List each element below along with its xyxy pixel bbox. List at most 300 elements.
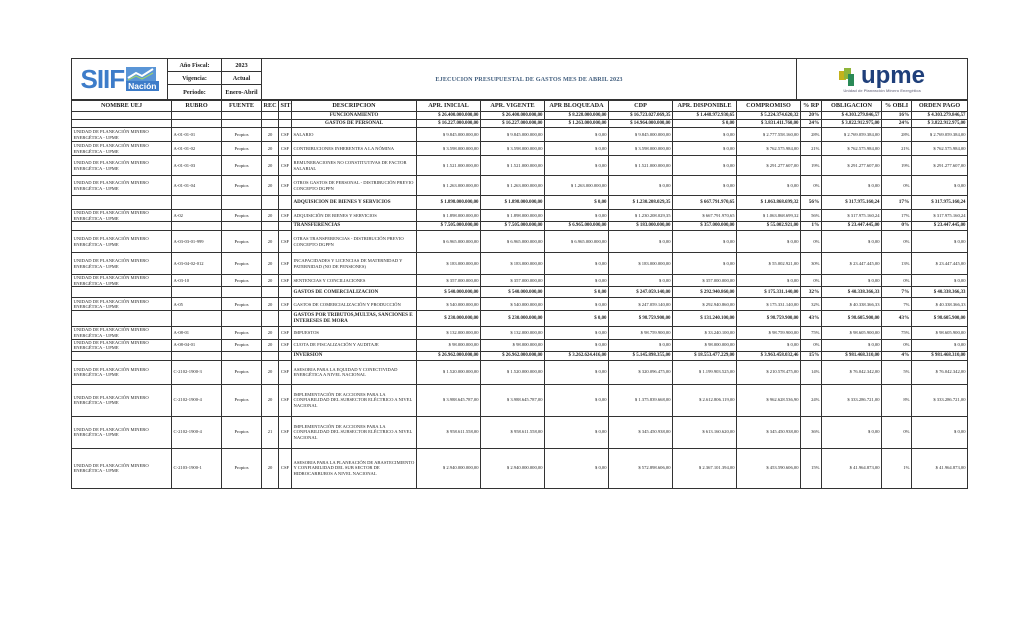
col-apr-bloqueada-header: APR BLOQUEADA xyxy=(545,101,609,112)
compromiso-cell: $ 0,00 xyxy=(737,339,801,351)
budget-table xyxy=(71,100,968,489)
pct-rp-cell: 0% xyxy=(801,339,822,351)
sit-cell xyxy=(279,311,292,327)
rubro-cell: A-03-03-01-999 xyxy=(172,231,222,253)
apr-disponible-cell: $ 0,00 xyxy=(673,128,737,142)
sit-cell xyxy=(279,287,292,298)
rec-cell: 20 xyxy=(262,210,279,222)
rec-cell: 20 xyxy=(262,275,279,287)
apr-inicial-cell: $ 16.227.000.000,00 xyxy=(417,120,481,128)
col-rubro-header: RUBRO xyxy=(172,101,222,112)
apr-disponible-cell: $ 292.940.860,00 xyxy=(673,287,737,298)
uej-cell: UNIDAD DE PLANEACIÓN MINERO ENERGÉTICA - UPME xyxy=(72,253,172,275)
table-row xyxy=(72,360,968,384)
fuente-cell: Propios xyxy=(222,176,262,196)
descripcion-cell: IMPLEMENTACIÓN DE ACCIONES PARA LA CONFIABILIDAD DEL SUBSECTOR ELÉCTRICO A NIVEL NACIONAL xyxy=(292,416,417,448)
pct-obli-cell: 1% xyxy=(882,448,912,488)
rec-cell xyxy=(262,196,279,210)
rec-cell xyxy=(262,351,279,360)
pct-obli-cell: 28% xyxy=(882,128,912,142)
pct-rp-cell: 21% xyxy=(801,142,822,156)
apr-disponible-cell: $ 33.240.100,00 xyxy=(673,327,737,339)
apr-vigente-cell: $ 2.940.000.000,00 xyxy=(481,448,545,488)
rubro-cell: A-08-01 xyxy=(172,327,222,339)
subtotal-row xyxy=(72,112,968,120)
apr-inicial-cell: $ 357.000.000,00 xyxy=(417,275,481,287)
apr-vigente-cell: $ 1.521.000.000,00 xyxy=(481,156,545,176)
obligacion-cell: $ 317.975.160,24 xyxy=(822,196,882,210)
fuente-cell: Propios xyxy=(222,275,262,287)
uej-cell xyxy=(72,351,172,360)
pct-obli-cell: 0% xyxy=(882,176,912,196)
pct-obli-cell: 13% xyxy=(882,253,912,275)
rec-cell xyxy=(262,287,279,298)
compromiso-cell: $ 0,00 xyxy=(737,231,801,253)
rubro-cell: C-2102-1900-4 xyxy=(172,384,222,416)
compromiso-cell: $ 210.578.475,00 xyxy=(737,360,801,384)
descripcion-cell: GASTOS POR TRIBUTOS,MULTAS, SANCIONES E INTERESES DE MORA xyxy=(292,311,417,327)
col-obligacion-header: OBLIGACION xyxy=(822,101,882,112)
pct-obli-cell: 16% xyxy=(882,112,912,120)
pct-obli-cell: 5% xyxy=(882,360,912,384)
apr-bloqueada-cell: $ 0,00 xyxy=(545,384,609,416)
rubro-cell: A-05 xyxy=(172,298,222,311)
apr-disponible-cell: $ 667.791.970,65 xyxy=(673,210,737,222)
uej-cell: UNIDAD DE PLANEACIÓN MINERO ENERGÉTICA - UPME xyxy=(72,448,172,488)
obligacion-cell: $ 2.769.059.384,00 xyxy=(822,128,882,142)
apr-vigente-cell: $ 540.000.000,00 xyxy=(481,298,545,311)
apr-inicial-cell: $ 1.520.000.000,00 xyxy=(417,360,481,384)
pct-obli-cell: 43% xyxy=(882,311,912,327)
obligacion-cell: $ 317.975.160,24 xyxy=(822,210,882,222)
cdp-cell: $ 0,00 xyxy=(609,231,673,253)
apr-bloqueada-cell: $ 8.228.000.000,00 xyxy=(545,112,609,120)
apr-inicial-cell: $ 183.000.000,00 xyxy=(417,253,481,275)
cdp-cell: $ 572.898.606,00 xyxy=(609,448,673,488)
orden-pago-cell: $ 98.605.900,00 xyxy=(912,327,968,339)
obligacion-cell: $ 40.338.366,33 xyxy=(822,298,882,311)
apr-vigente-cell: $ 26.400.000.000,00 xyxy=(481,112,545,120)
uej-cell xyxy=(72,311,172,327)
col-apr-inicial-header: APR. INICIAL xyxy=(417,101,481,112)
obligacion-cell: $ 981.468.310,00 xyxy=(822,351,882,360)
obligacion-cell: $ 0,00 xyxy=(822,416,882,448)
fuente-cell xyxy=(222,351,262,360)
sit-cell xyxy=(279,222,292,231)
compromiso-cell: $ 0,00 xyxy=(737,275,801,287)
col-sit-header: SIT xyxy=(279,101,292,112)
cdp-cell: $ 0,00 xyxy=(609,275,673,287)
table-row xyxy=(72,298,968,311)
orden-pago-cell: $ 98.605.900,00 xyxy=(912,311,968,327)
apr-bloqueada-cell: $ 0,00 xyxy=(545,360,609,384)
fuente-cell: Propios xyxy=(222,360,262,384)
rec-cell: 20 xyxy=(262,384,279,416)
siif-logo xyxy=(72,59,168,100)
vigencia-value: Actual xyxy=(222,72,262,85)
descripcion-cell: OTROS GASTOS DE PERSONAL - DISTRIBUCIÓN PREVIO CONCEPTO DGPPN xyxy=(292,176,417,196)
table-body xyxy=(72,112,968,489)
apr-disponible-cell: $ 292.940.860,00 xyxy=(673,298,737,311)
table-row xyxy=(72,176,968,196)
apr-disponible-cell: $ 357.000.000,00 xyxy=(673,275,737,287)
uej-cell: UNIDAD DE PLANEACIÓN MINERO ENERGÉTICA - UPME xyxy=(72,384,172,416)
cdp-cell: $ 16.723.027.069,35 xyxy=(609,112,673,120)
col-cdp-header: CDP xyxy=(609,101,673,112)
sit-cell xyxy=(279,351,292,360)
uej-cell xyxy=(72,112,172,120)
subtotal-row xyxy=(72,120,968,128)
orden-pago-cell: $ 317.975.160,24 xyxy=(912,210,968,222)
subtotal-row xyxy=(72,287,968,298)
sit-cell: CSF xyxy=(279,298,292,311)
apr-inicial-cell: $ 540.000.000,00 xyxy=(417,287,481,298)
apr-bloqueada-cell: $ 0,00 xyxy=(545,275,609,287)
obligacion-cell: $ 98.605.900,00 xyxy=(822,311,882,327)
upme-logo-text: upme xyxy=(860,62,925,90)
apr-bloqueada-cell: $ 0,00 xyxy=(545,298,609,311)
fuente-cell: Propios xyxy=(222,253,262,275)
descripcion-cell: ADQUISICIÓN DE BIENES Y SERVICIOS xyxy=(292,210,417,222)
descripcion-cell: SENTENCIAS Y CONCILIACIONES xyxy=(292,275,417,287)
apr-inicial-cell: $ 1.263.000.000,00 xyxy=(417,176,481,196)
rubro-cell: A-03-10 xyxy=(172,275,222,287)
col-pct-rp-header: % RP xyxy=(801,101,822,112)
apr-disponible-cell: $ 0,00 xyxy=(673,231,737,253)
cdp-cell: $ 0,00 xyxy=(609,339,673,351)
table-row xyxy=(72,339,968,351)
fuente-cell: Propios xyxy=(222,210,262,222)
orden-pago-cell: $ 762.575.984,00 xyxy=(912,142,968,156)
periodo-value: Enero-Abril xyxy=(222,85,262,100)
orden-pago-cell: $ 0,00 xyxy=(912,275,968,287)
vigencia-label: Vigencia: xyxy=(168,72,222,85)
cdp-cell: $ 9.845.000.000,00 xyxy=(609,128,673,142)
descripcion-cell: GASTOS DE COMERCIALIZACIÓN Y PRODUCCIÓN xyxy=(292,298,417,311)
pct-obli-cell: 8% xyxy=(882,384,912,416)
compromiso-cell: $ 2.777.558.160,00 xyxy=(737,128,801,142)
sit-cell: CSF xyxy=(279,384,292,416)
uej-cell: UNIDAD DE PLANEACIÓN MINERO ENERGÉTICA - UPME xyxy=(72,156,172,176)
apr-bloqueada-cell: $ 0,00 xyxy=(545,287,609,298)
upme-mark-icon xyxy=(839,66,857,86)
apr-disponible-cell: $ 0,00 xyxy=(673,156,737,176)
fiscal-year-label: Año Fiscal: xyxy=(168,59,222,72)
report-header xyxy=(71,58,968,100)
rec-cell xyxy=(262,112,279,120)
pct-rp-cell: 30% xyxy=(801,253,822,275)
compromiso-cell: $ 291.277.607,00 xyxy=(737,156,801,176)
apr-bloqueada-cell: $ 6.965.000.000,00 xyxy=(545,222,609,231)
pct-obli-cell: 17% xyxy=(882,196,912,210)
fuente-cell xyxy=(222,112,262,120)
uej-cell: UNIDAD DE PLANEACIÓN MINERO ENERGÉTICA - UPME xyxy=(72,298,172,311)
obligacion-cell: $ 23.447.445,00 xyxy=(822,222,882,231)
pct-obli-cell: 75% xyxy=(882,327,912,339)
rubro-cell xyxy=(172,120,222,128)
apr-disponible-cell: $ 357.000.000,00 xyxy=(673,222,737,231)
orden-pago-cell: $ 23.447.445,00 xyxy=(912,253,968,275)
col-orden-pago-header: ORDEN PAGO xyxy=(912,101,968,112)
obligacion-cell: $ 0,00 xyxy=(822,176,882,196)
fuente-cell: Propios xyxy=(222,416,262,448)
apr-vigente-cell: $ 230.000.000,00 xyxy=(481,311,545,327)
col-compromiso-header: COMPROMISO xyxy=(737,101,801,112)
apr-vigente-cell: $ 3.598.000.000,00 xyxy=(481,142,545,156)
obligacion-cell: $ 333.286.721,00 xyxy=(822,384,882,416)
obligacion-cell: $ 762.575.984,00 xyxy=(822,142,882,156)
orden-pago-cell: $ 317.975.160,24 xyxy=(912,196,968,210)
compromiso-cell: $ 175.331.140,00 xyxy=(737,298,801,311)
pct-rp-cell: 14% xyxy=(801,360,822,384)
rec-cell: 20 xyxy=(262,128,279,142)
apr-disponible-cell: $ 0,00 xyxy=(673,120,737,128)
apr-disponible-cell: $ 1.199.903.525,00 xyxy=(673,360,737,384)
apr-inicial-cell: $ 1.898.000.000,00 xyxy=(417,210,481,222)
subtotal-row xyxy=(72,351,968,360)
orden-pago-cell: $ 0,00 xyxy=(912,339,968,351)
obligacion-cell: $ 23.447.445,00 xyxy=(822,253,882,275)
sit-cell: CSF xyxy=(279,156,292,176)
apr-vigente-cell: $ 7.505.000.000,00 xyxy=(481,222,545,231)
apr-bloqueada-cell: $ 0,00 xyxy=(545,210,609,222)
apr-vigente-cell: $ 357.000.000,00 xyxy=(481,275,545,287)
descripcion-cell: CUOTA DE FISCALIZACIÓN Y AUDITAJE xyxy=(292,339,417,351)
apr-bloqueada-cell: $ 0,00 xyxy=(545,416,609,448)
descripcion-cell: FUNCIONAMIENTO xyxy=(292,112,417,120)
orden-pago-cell: $ 2.769.059.384,00 xyxy=(912,128,968,142)
table-row xyxy=(72,448,968,488)
apr-bloqueada-cell: $ 0,00 xyxy=(545,128,609,142)
descripcion-cell: REMUNERACIONES NO CONSTITUTIVAS DE FACTOR SALARIAL xyxy=(292,156,417,176)
apr-vigente-cell: $ 98.000.000,00 xyxy=(481,339,545,351)
sit-cell: CSF xyxy=(279,128,292,142)
apr-disponible-cell: $ 0,00 xyxy=(673,253,737,275)
apr-inicial-cell: $ 26.400.000.000,00 xyxy=(417,112,481,120)
compromiso-cell: $ 3.831.411.760,00 xyxy=(737,120,801,128)
rubro-cell: A-01-01-03 xyxy=(172,156,222,176)
apr-disponible-cell: $ 98.000.000,00 xyxy=(673,339,737,351)
pct-rp-cell: 15% xyxy=(801,351,822,360)
compromiso-cell: $ 175.331.140,00 xyxy=(737,287,801,298)
report-title: EJECUCION PRESUPUESTAL DE GASTOS MES DE ABRIL 2023 xyxy=(262,59,797,100)
sit-cell xyxy=(279,120,292,128)
col-rec-header: REC xyxy=(262,101,279,112)
sit-cell: CSF xyxy=(279,339,292,351)
rec-cell xyxy=(262,120,279,128)
apr-vigente-cell: $ 26.962.000.000,00 xyxy=(481,351,545,360)
rubro-cell: C-2102-1900-3 xyxy=(172,360,222,384)
fuente-cell xyxy=(222,222,262,231)
orden-pago-cell: $ 0,00 xyxy=(912,231,968,253)
apr-vigente-cell: $ 132.000.000,00 xyxy=(481,327,545,339)
table-row xyxy=(72,416,968,448)
pct-obli-cell: 19% xyxy=(882,156,912,176)
apr-vigente-cell: $ 958.611.558,00 xyxy=(481,416,545,448)
rubro-cell: A-02 xyxy=(172,210,222,222)
subtotal-row xyxy=(72,196,968,210)
apr-disponible-cell: $ 0,00 xyxy=(673,142,737,156)
chart-trend-icon xyxy=(126,67,156,81)
rubro-cell xyxy=(172,287,222,298)
descripcion-cell: INCAPACIDADES Y LICENCIAS DE MATERNIDAD Y PATERNIDAD (NO DE PENSIONES) xyxy=(292,253,417,275)
obligacion-cell: $ 0,00 xyxy=(822,339,882,351)
pct-obli-cell: 0% xyxy=(882,416,912,448)
apr-inicial-cell: $ 3.988.645.787,00 xyxy=(417,384,481,416)
apr-inicial-cell: $ 6.965.000.000,00 xyxy=(417,231,481,253)
obligacion-cell: $ 76.042.342,00 xyxy=(822,360,882,384)
pct-obli-cell: 0% xyxy=(882,222,912,231)
rubro-cell: A-01-01-02 xyxy=(172,142,222,156)
upme-logo xyxy=(797,59,968,100)
compromiso-cell: $ 1.063.868.699,32 xyxy=(737,210,801,222)
apr-bloqueada-cell: $ 0,00 xyxy=(545,327,609,339)
apr-inicial-cell: $ 1.898.000.000,00 xyxy=(417,196,481,210)
apr-inicial-cell: $ 9.845.000.000,00 xyxy=(417,128,481,142)
obligacion-cell: $ 41.964.873,00 xyxy=(822,448,882,488)
col-pct-obli-header: % OBLI xyxy=(882,101,912,112)
apr-vigente-cell: $ 1.263.000.000,00 xyxy=(481,176,545,196)
sit-cell: CSF xyxy=(279,142,292,156)
sit-cell: CSF xyxy=(279,448,292,488)
orden-pago-cell: $ 41.964.873,00 xyxy=(912,448,968,488)
uej-cell: UNIDAD DE PLANEACIÓN MINERO ENERGÉTICA - UPME xyxy=(72,176,172,196)
pct-rp-cell: 24% xyxy=(801,120,822,128)
sit-cell: CSF xyxy=(279,253,292,275)
cdp-cell: $ 0,00 xyxy=(609,176,673,196)
rubro-cell xyxy=(172,222,222,231)
cdp-cell: $ 1.230.208.029,35 xyxy=(609,196,673,210)
pct-obli-cell: 4% xyxy=(882,351,912,360)
rec-cell xyxy=(262,311,279,327)
apr-inicial-cell: $ 2.940.000.000,00 xyxy=(417,448,481,488)
apr-inicial-cell: $ 3.598.000.000,00 xyxy=(417,142,481,156)
compromiso-cell: $ 962.628.536,90 xyxy=(737,384,801,416)
cdp-cell: $ 247.059.140,00 xyxy=(609,287,673,298)
uej-cell: UNIDAD DE PLANEACIÓN MINERO ENERGÉTICA - UPME xyxy=(72,275,172,287)
obligacion-cell: $ 3.822.912.975,00 xyxy=(822,120,882,128)
table-row xyxy=(72,142,968,156)
rubro-cell: A-01-01-04 xyxy=(172,176,222,196)
obligacion-cell: $ 291.277.607,00 xyxy=(822,156,882,176)
rec-cell: 20 xyxy=(262,360,279,384)
descripcion-cell: GASTOS DE PERSONAL xyxy=(292,120,417,128)
apr-inicial-cell: $ 98.000.000,00 xyxy=(417,339,481,351)
uej-cell xyxy=(72,287,172,298)
budget-report xyxy=(71,58,967,489)
orden-pago-cell: $ 40.338.366,33 xyxy=(912,298,968,311)
sit-cell: CSF xyxy=(279,327,292,339)
table-row xyxy=(72,275,968,287)
fuente-cell: Propios xyxy=(222,384,262,416)
rubro-cell xyxy=(172,196,222,210)
apr-bloqueada-cell: $ 0,00 xyxy=(545,311,609,327)
cdp-cell: $ 1.521.000.000,00 xyxy=(609,156,673,176)
uej-cell xyxy=(72,120,172,128)
uej-cell: UNIDAD DE PLANEACIÓN MINERO ENERGÉTICA - UPME xyxy=(72,327,172,339)
cdp-cell: $ 247.059.140,00 xyxy=(609,298,673,311)
apr-bloqueada-cell: $ 0,00 xyxy=(545,253,609,275)
upme-logo-subtext: Unidad de Planeación Minero Energética xyxy=(843,87,921,93)
sit-cell: CSF xyxy=(279,275,292,287)
descripcion-cell: IMPLEMENTACIÓN DE ACCIONES PARA LA CONFIABILIDAD DEL SUBSECTOR ELÉCTRICO A NIVEL NACIONAL xyxy=(292,384,417,416)
orden-pago-cell: $ 981.468.310,00 xyxy=(912,351,968,360)
fuente-cell: Propios xyxy=(222,156,262,176)
subtotal-row xyxy=(72,222,968,231)
pct-obli-cell: 7% xyxy=(882,287,912,298)
cdp-cell: $ 183.000.000,00 xyxy=(609,253,673,275)
compromiso-cell: $ 3.963.458.032,46 xyxy=(737,351,801,360)
uej-cell: UNIDAD DE PLANEACIÓN MINERO ENERGÉTICA - UPME xyxy=(72,231,172,253)
sit-cell: CSF xyxy=(279,231,292,253)
cdp-cell: $ 183.000.000,00 xyxy=(609,222,673,231)
compromiso-cell: $ 0,00 xyxy=(737,176,801,196)
fuente-cell: Propios xyxy=(222,128,262,142)
rec-cell xyxy=(262,222,279,231)
compromiso-cell: $ 98.759.900,00 xyxy=(737,311,801,327)
apr-vigente-cell: $ 540.000.000,00 xyxy=(481,287,545,298)
pct-rp-cell: 32% xyxy=(801,287,822,298)
rubro-cell: A-03-04-02-012 xyxy=(172,253,222,275)
pct-rp-cell: 0% xyxy=(801,231,822,253)
uej-cell: UNIDAD DE PLANEACIÓN MINERO ENERGÉTICA - UPME xyxy=(72,128,172,142)
descripcion-cell: ADQUISICION DE BIENES Y SERVICIOS xyxy=(292,196,417,210)
fuente-cell: Propios xyxy=(222,448,262,488)
cdp-cell: $ 3.598.000.000,00 xyxy=(609,142,673,156)
obligacion-cell: $ 0,00 xyxy=(822,275,882,287)
pct-obli-cell: 7% xyxy=(882,298,912,311)
fuente-cell: Propios xyxy=(222,327,262,339)
cdp-cell: $ 5.145.898.355,00 xyxy=(609,351,673,360)
apr-vigente-cell: $ 183.000.000,00 xyxy=(481,253,545,275)
apr-vigente-cell: $ 3.988.645.787,00 xyxy=(481,384,545,416)
fuente-cell xyxy=(222,120,262,128)
cdp-cell: $ 345.450.938,00 xyxy=(609,416,673,448)
table-row xyxy=(72,156,968,176)
rec-cell: 20 xyxy=(262,298,279,311)
rec-cell: 20 xyxy=(262,176,279,196)
pct-rp-cell: 56% xyxy=(801,210,822,222)
descripcion-cell: GASTOS DE COMERCIALIZACION xyxy=(292,287,417,298)
orden-pago-cell: $ 23.447.445,00 xyxy=(912,222,968,231)
pct-rp-cell: 32% xyxy=(801,298,822,311)
apr-bloqueada-cell: $ 0,00 xyxy=(545,142,609,156)
apr-vigente-cell: $ 6.965.000.000,00 xyxy=(481,231,545,253)
pct-rp-cell: 24% xyxy=(801,384,822,416)
rubro-cell xyxy=(172,311,222,327)
obligacion-cell: $ 98.605.900,00 xyxy=(822,327,882,339)
table-row xyxy=(72,327,968,339)
apr-disponible-cell: $ 2.367.101.394,00 xyxy=(673,448,737,488)
pct-rp-cell: 28% xyxy=(801,128,822,142)
orden-pago-cell: $ 0,00 xyxy=(912,416,968,448)
descripcion-cell: SALARIO xyxy=(292,128,417,142)
apr-bloqueada-cell: $ 0,00 xyxy=(545,156,609,176)
descripcion-cell: ASESORIA PARA LA EQUIDAD Y CONECTIVIDAD ENERGÉTICA A NIVEL NACIONAL xyxy=(292,360,417,384)
table-row xyxy=(72,253,968,275)
compromiso-cell: $ 55.002.921,00 xyxy=(737,253,801,275)
apr-inicial-cell: $ 958.611.558,00 xyxy=(417,416,481,448)
sit-cell: CSF xyxy=(279,210,292,222)
compromiso-cell: $ 5.224.374.620,32 xyxy=(737,112,801,120)
cdp-cell: $ 1.375.839.668,00 xyxy=(609,384,673,416)
obligacion-cell: $ 4.303.279.846,57 xyxy=(822,112,882,120)
uej-cell xyxy=(72,196,172,210)
uej-cell: UNIDAD DE PLANEACIÓN MINERO ENERGÉTICA - UPME xyxy=(72,339,172,351)
apr-vigente-cell: $ 1.520.000.000,00 xyxy=(481,360,545,384)
apr-vigente-cell: $ 1.898.000.000,00 xyxy=(481,210,545,222)
descripcion-cell: IMPUESTOS xyxy=(292,327,417,339)
